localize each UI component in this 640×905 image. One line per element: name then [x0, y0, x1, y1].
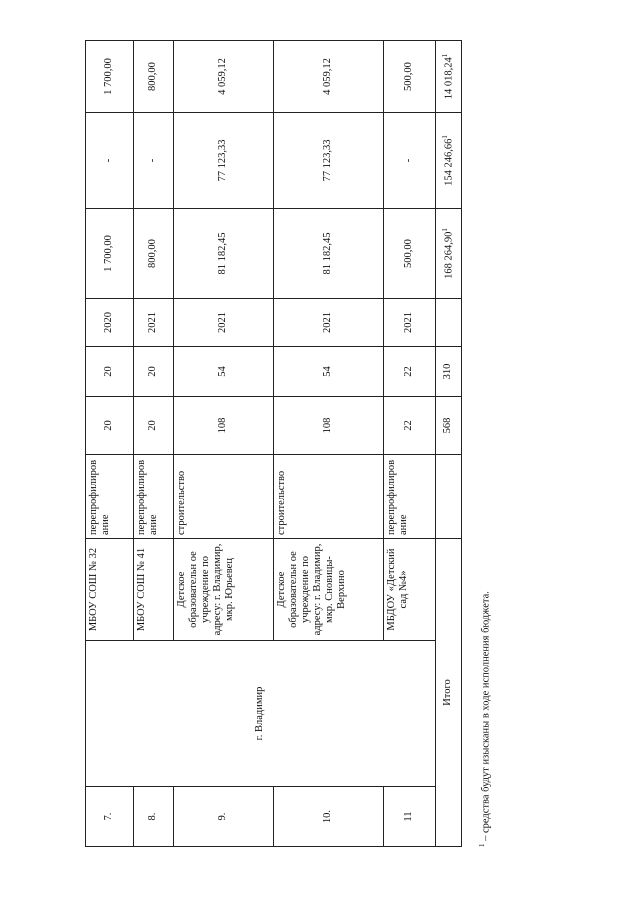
object-name-cell: МБДОУ «Детский сад №4»	[384, 539, 436, 641]
row-number-cell: 7.	[86, 787, 134, 847]
places-cell: 20	[134, 397, 174, 455]
row-number-cell: 8.	[134, 787, 174, 847]
object-name-cell: МБОУ СОШ № 41	[134, 539, 174, 641]
footnote-marker: 1	[478, 843, 486, 847]
footnote-marker: 1	[441, 135, 450, 139]
totals-year-cell	[436, 299, 462, 347]
totals-label-cell: Итого	[436, 539, 462, 847]
places-cell: 20	[86, 397, 134, 455]
totals-regional-value: 14 018,24	[443, 57, 455, 100]
regional-funds-cell: 1 700,00	[86, 41, 134, 113]
regional-funds-cell: 4 059,12	[174, 41, 274, 113]
year-cell: 2021	[274, 299, 384, 347]
object-name-cell: МБОУ СОШ № 32	[86, 539, 134, 641]
activity-type-cell: перепрофилиров ание	[384, 455, 436, 539]
regional-funds-cell: 4 059,12	[274, 41, 384, 113]
places-cell: 22	[384, 397, 436, 455]
total-cost-cell: 1 700,00	[86, 209, 134, 299]
activity-type-cell: строительство	[274, 455, 384, 539]
federal-funds-cell: 77 123,33	[174, 113, 274, 209]
places2-cell: 54	[174, 347, 274, 397]
total-cost-cell: 81 182,45	[274, 209, 384, 299]
row-number-cell: 10.	[274, 787, 384, 847]
federal-funds-cell: 77 123,33	[274, 113, 384, 209]
total-cost-cell: 500,00	[384, 209, 436, 299]
objects-funding-table	[85, 40, 462, 847]
totals-row	[436, 41, 462, 847]
footnote-marker: 1	[441, 53, 450, 58]
activity-type-cell: перепрофилиров ание	[134, 455, 174, 539]
footnote	[478, 591, 492, 847]
federal-funds-cell: -	[86, 113, 134, 209]
footnote-text: – средства будут изысканы в ходе исполнения бюджета.	[480, 591, 492, 844]
table-row	[86, 41, 134, 847]
federal-funds-cell: -	[384, 113, 436, 209]
total-cost-cell: 800,00	[134, 209, 174, 299]
totals-empty-cell	[436, 455, 462, 539]
totals-total-cost-cell	[436, 209, 462, 299]
object-name-cell: Детское образовательн ое учреждение по адресу: г. Владимир, мкр. Сновицы-Верхино	[274, 539, 384, 641]
activity-type-cell: строительство	[174, 455, 274, 539]
places2-cell: 20	[134, 347, 174, 397]
places-cell: 108	[274, 397, 384, 455]
total-cost-cell: 81 182,45	[174, 209, 274, 299]
places2-cell: 22	[384, 347, 436, 397]
totals-total-value: 168 264,90	[443, 231, 455, 279]
totals-places2-cell: 310	[436, 347, 462, 397]
totals-federal-value: 154 246,66	[443, 138, 455, 186]
year-cell: 2020	[86, 299, 134, 347]
object-name-cell: Детское образовательн ое учреждение по адресу: г. Владимир, мкр. Юрьевец	[174, 539, 274, 641]
activity-type-cell: перепрофилиров ание	[86, 455, 134, 539]
row-number-cell: 9.	[174, 787, 274, 847]
totals-regional-cell	[436, 41, 462, 113]
footnote-marker: 1	[441, 228, 450, 232]
places2-cell: 20	[86, 347, 134, 397]
places2-cell: 54	[274, 347, 384, 397]
totals-federal-cell	[436, 113, 462, 209]
totals-places-cell: 568	[436, 397, 462, 455]
year-cell: 2021	[384, 299, 436, 347]
regional-funds-cell: 500,00	[384, 41, 436, 113]
row-number-cell: 11	[384, 787, 436, 847]
year-cell: 2021	[174, 299, 274, 347]
places-cell: 108	[174, 397, 274, 455]
regional-funds-cell: 800,00	[134, 41, 174, 113]
federal-funds-cell: -	[134, 113, 174, 209]
city-cell: г. Владимир	[86, 641, 436, 787]
year-cell: 2021	[134, 299, 174, 347]
